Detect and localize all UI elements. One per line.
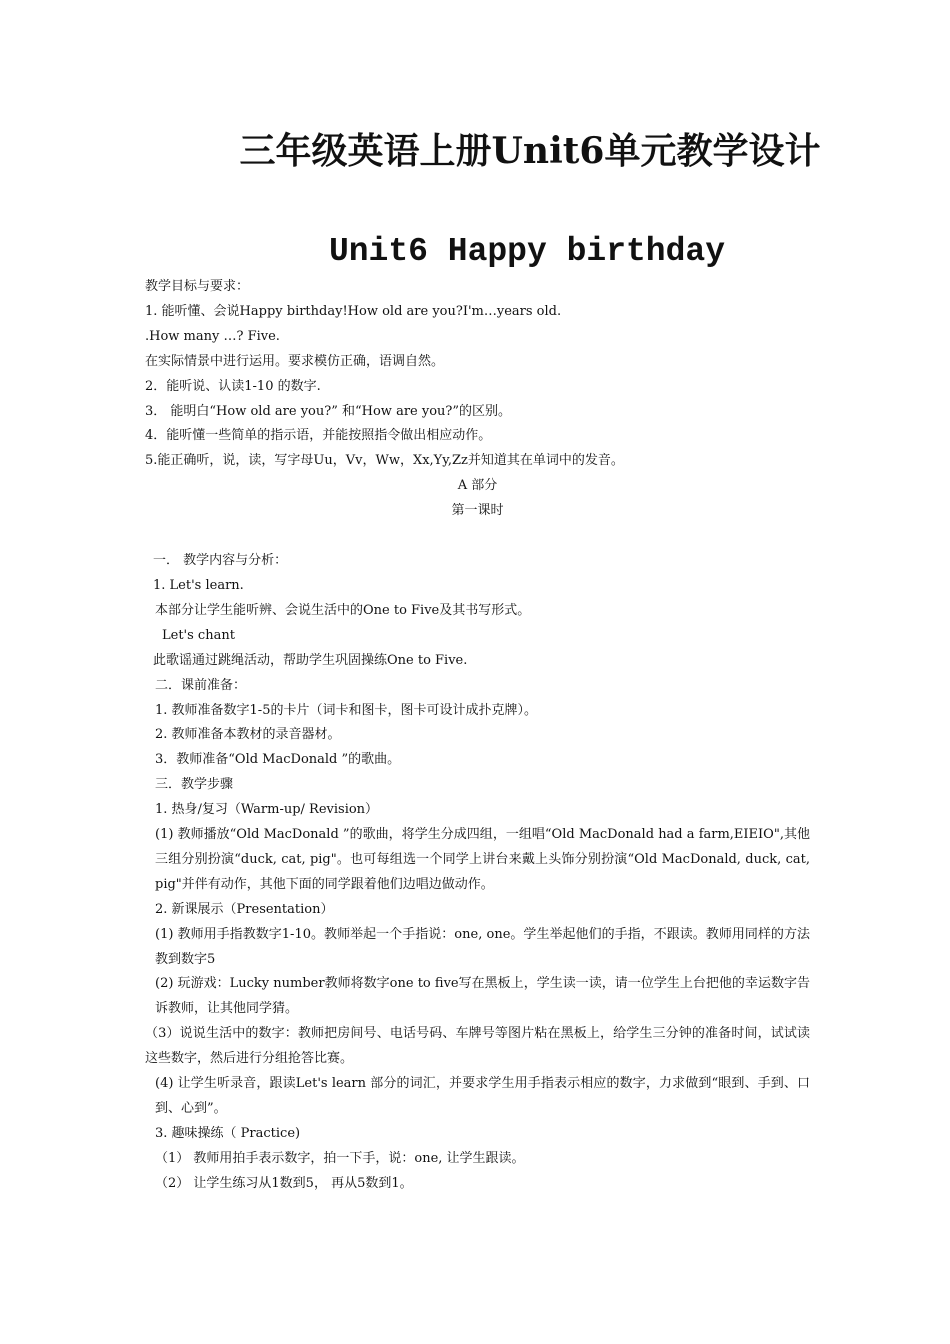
objectives-heading: 教学目标与要求：: [145, 279, 250, 294]
step-2-item-4: (4) 让学生听录音，跟读Let's learn 部分的词汇，并要求学生用手指表示相应的数字，力求做到“眼到、手到、口到、心到”。: [155, 1076, 810, 1116]
content-heading: 一． 教学内容与分析：: [153, 553, 288, 569]
part-heading: A 部分: [457, 478, 498, 494]
prep-item-1: 1. 教师准备数字1-5的卡片（词卡和图卡，图卡可设计成扑克牌）。: [155, 702, 537, 718]
step-3-item-2: （2） 让学生练习从1数到5， 再从5数到1。: [155, 1175, 413, 1191]
prep-item-3: 3．教师准备“Old MacDonald ”的歌曲。: [155, 752, 401, 768]
step-2-heading: 2. 新课展示（Presentation）: [155, 901, 334, 917]
prep-heading: 二．课前准备：: [155, 677, 247, 693]
document-title: 三年级英语上册Unit6单元教学设计: [239, 130, 821, 172]
step-2-item-3: （3）说说生活中的数字：教师把房间号、电话号码、车牌号等图片粘在黑板上，给学生三分钟的准备时间，试试读这些数字，然后进行分组抢答比赛。: [145, 1026, 810, 1067]
objective-4: 4．能听懂一些简单的指示语，并能按照指令做出相应动作。: [145, 428, 492, 444]
objective-1-continued: .How many …? Five.: [145, 328, 280, 344]
objective-2: 2．能听说、认读1-10 的数字.: [145, 378, 321, 394]
objective-5: 5.能正确听，说，读，写字母Uu，Vv，Ww，Xx,Yy,Zz并知道其在单词中的发音。: [145, 453, 624, 469]
spacer: [145, 524, 810, 549]
document-subtitle: Unit6 Happy birthday: [328, 233, 726, 270]
learn-title: 1. Let's learn.: [153, 577, 244, 593]
prep-item-2: 2. 教师准备本教材的录音器材。: [155, 727, 341, 743]
lesson-heading: 第一课时: [451, 503, 504, 519]
objective-3: 3． 能明白“How old are you?” 和“How are you?”的区别。: [145, 403, 512, 419]
chant-description: 此歌谣通过跳绳活动，帮助学生巩固操练One to Five.: [153, 652, 468, 668]
objective-1-note: 在实际情景中进行运用。要求模仿正确，语调自然。: [145, 353, 445, 369]
step-3-item-1: （1） 教师用拍手表示数字，拍一下手，说：one, 让学生跟读。: [155, 1150, 525, 1166]
learn-description: 本部分让学生能听辨、会说生活中的One to Five及其书写形式。: [155, 602, 531, 618]
step-2-item-1: (1) 教师用手指教数字1-10。教师举起一个手指说：one, one。学生举起他们的手指，不跟读。教师用同样的方法教到数字5: [155, 926, 810, 967]
step-2-item-2: (2) 玩游戏：Lucky number教师将数字one to five写在黑板上，学生读一读，请一位学生上台把他的幸运数字告诉教师，让其他同学猜。: [155, 976, 810, 1017]
step-1-heading: 1. 热身/复习（Warm-up/ Revision）: [155, 802, 379, 818]
objective-1: 1. 能听懂、会说Happy birthday!How old are you?I'm…years old.: [145, 303, 562, 319]
step-1-item-1: (1) 教师播放“Old MacDonald ”的歌曲，将学生分成四组，一组唱“Old MacDonald had a farm,EIEIO",其他三组分别扮演“duck, cat, pig"。也可每组选一个同学上讲台来戴上头饰分别扮演“Old MacDonald, duck, cat, pig"并伴有动作，其他下面的同学跟着他们边唱边做动作。: [155, 827, 810, 892]
document-body: [145, 275, 810, 1197]
step-3-heading: 3. 趣味操练（ Practice): [155, 1125, 301, 1141]
chant-title: Let's chant: [162, 627, 235, 643]
steps-heading: 三．教学步骤: [155, 777, 234, 793]
